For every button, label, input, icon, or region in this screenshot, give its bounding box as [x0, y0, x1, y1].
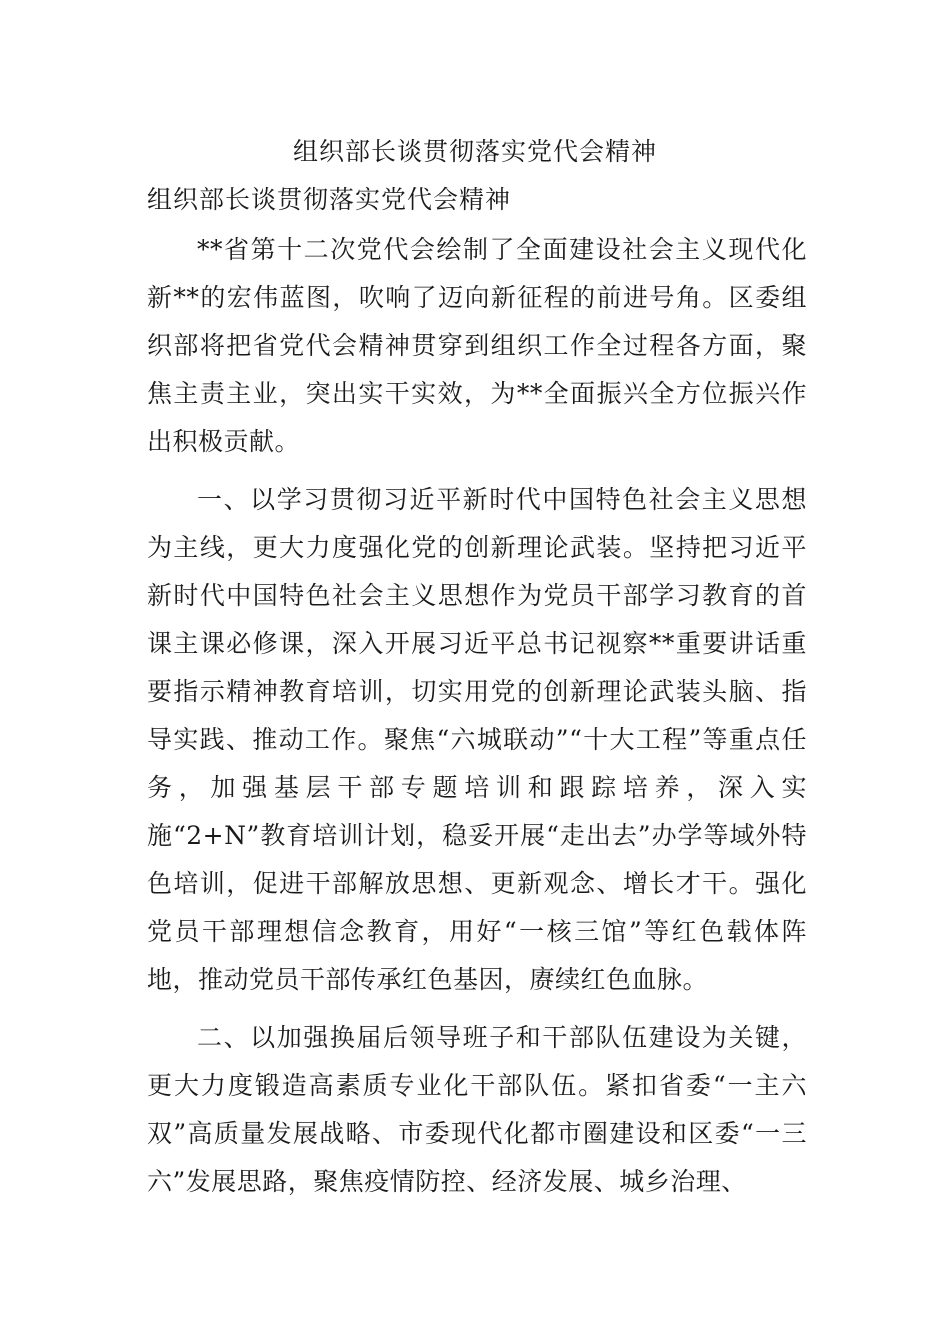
paragraph-section-two: 二、以加强换届后领导班子和干部队伍建设为关键，更大力度锻造高素质专业化干部队伍。紧扣省委“一主六双”高质量发展战略、市委现代化都市圈建设和区委“一三六”发展思路，聚焦疫情防控、经济发展、城乡治理、 — [147, 1023, 807, 1196]
document-subtitle: 组织部长谈贯彻落实党代会精神 — [147, 185, 512, 214]
paragraph-intro: **省第十二次党代会绘制了全面建设社会主义现代化新**的宏伟蓝图，吹响了迈向新征程的前进号角。区委组织部将把省党代会精神贯穿到组织工作全过程各方面，聚焦主责主业，突出实干实效，为**全面振兴全方位振兴作出积极贡献。 — [147, 235, 807, 456]
document-body — [147, 226, 807, 1206]
document-title: 组织部长谈贯彻落实党代会精神 — [292, 137, 657, 166]
paragraph-section-one: 一、以学习贯彻习近平新时代中国特色社会主义思想为主线，更大力度强化党的创新理论武装。坚持把习近平新时代中国特色社会主义思想作为党员干部学习教育的首课主课必修课，深入开展习近平总书记视察**重要讲话重要指示精神教育培训，切实用党的创新理论武装头脑、指导实践、推动工作。聚焦“六城联动”“十大工程”等重点任务，加强基层干部专题培训和跟踪培养，深入实施“2+N”教育培训计划，稳妥开展“走出去”办学等域外特色培训，促进干部解放思想、更新观念、增长才干。强化党员干部理想信念教育，用好“一核三馆”等红色载体阵地，推动党员干部传承红色基因，赓续红色血脉。 — [147, 485, 807, 994]
